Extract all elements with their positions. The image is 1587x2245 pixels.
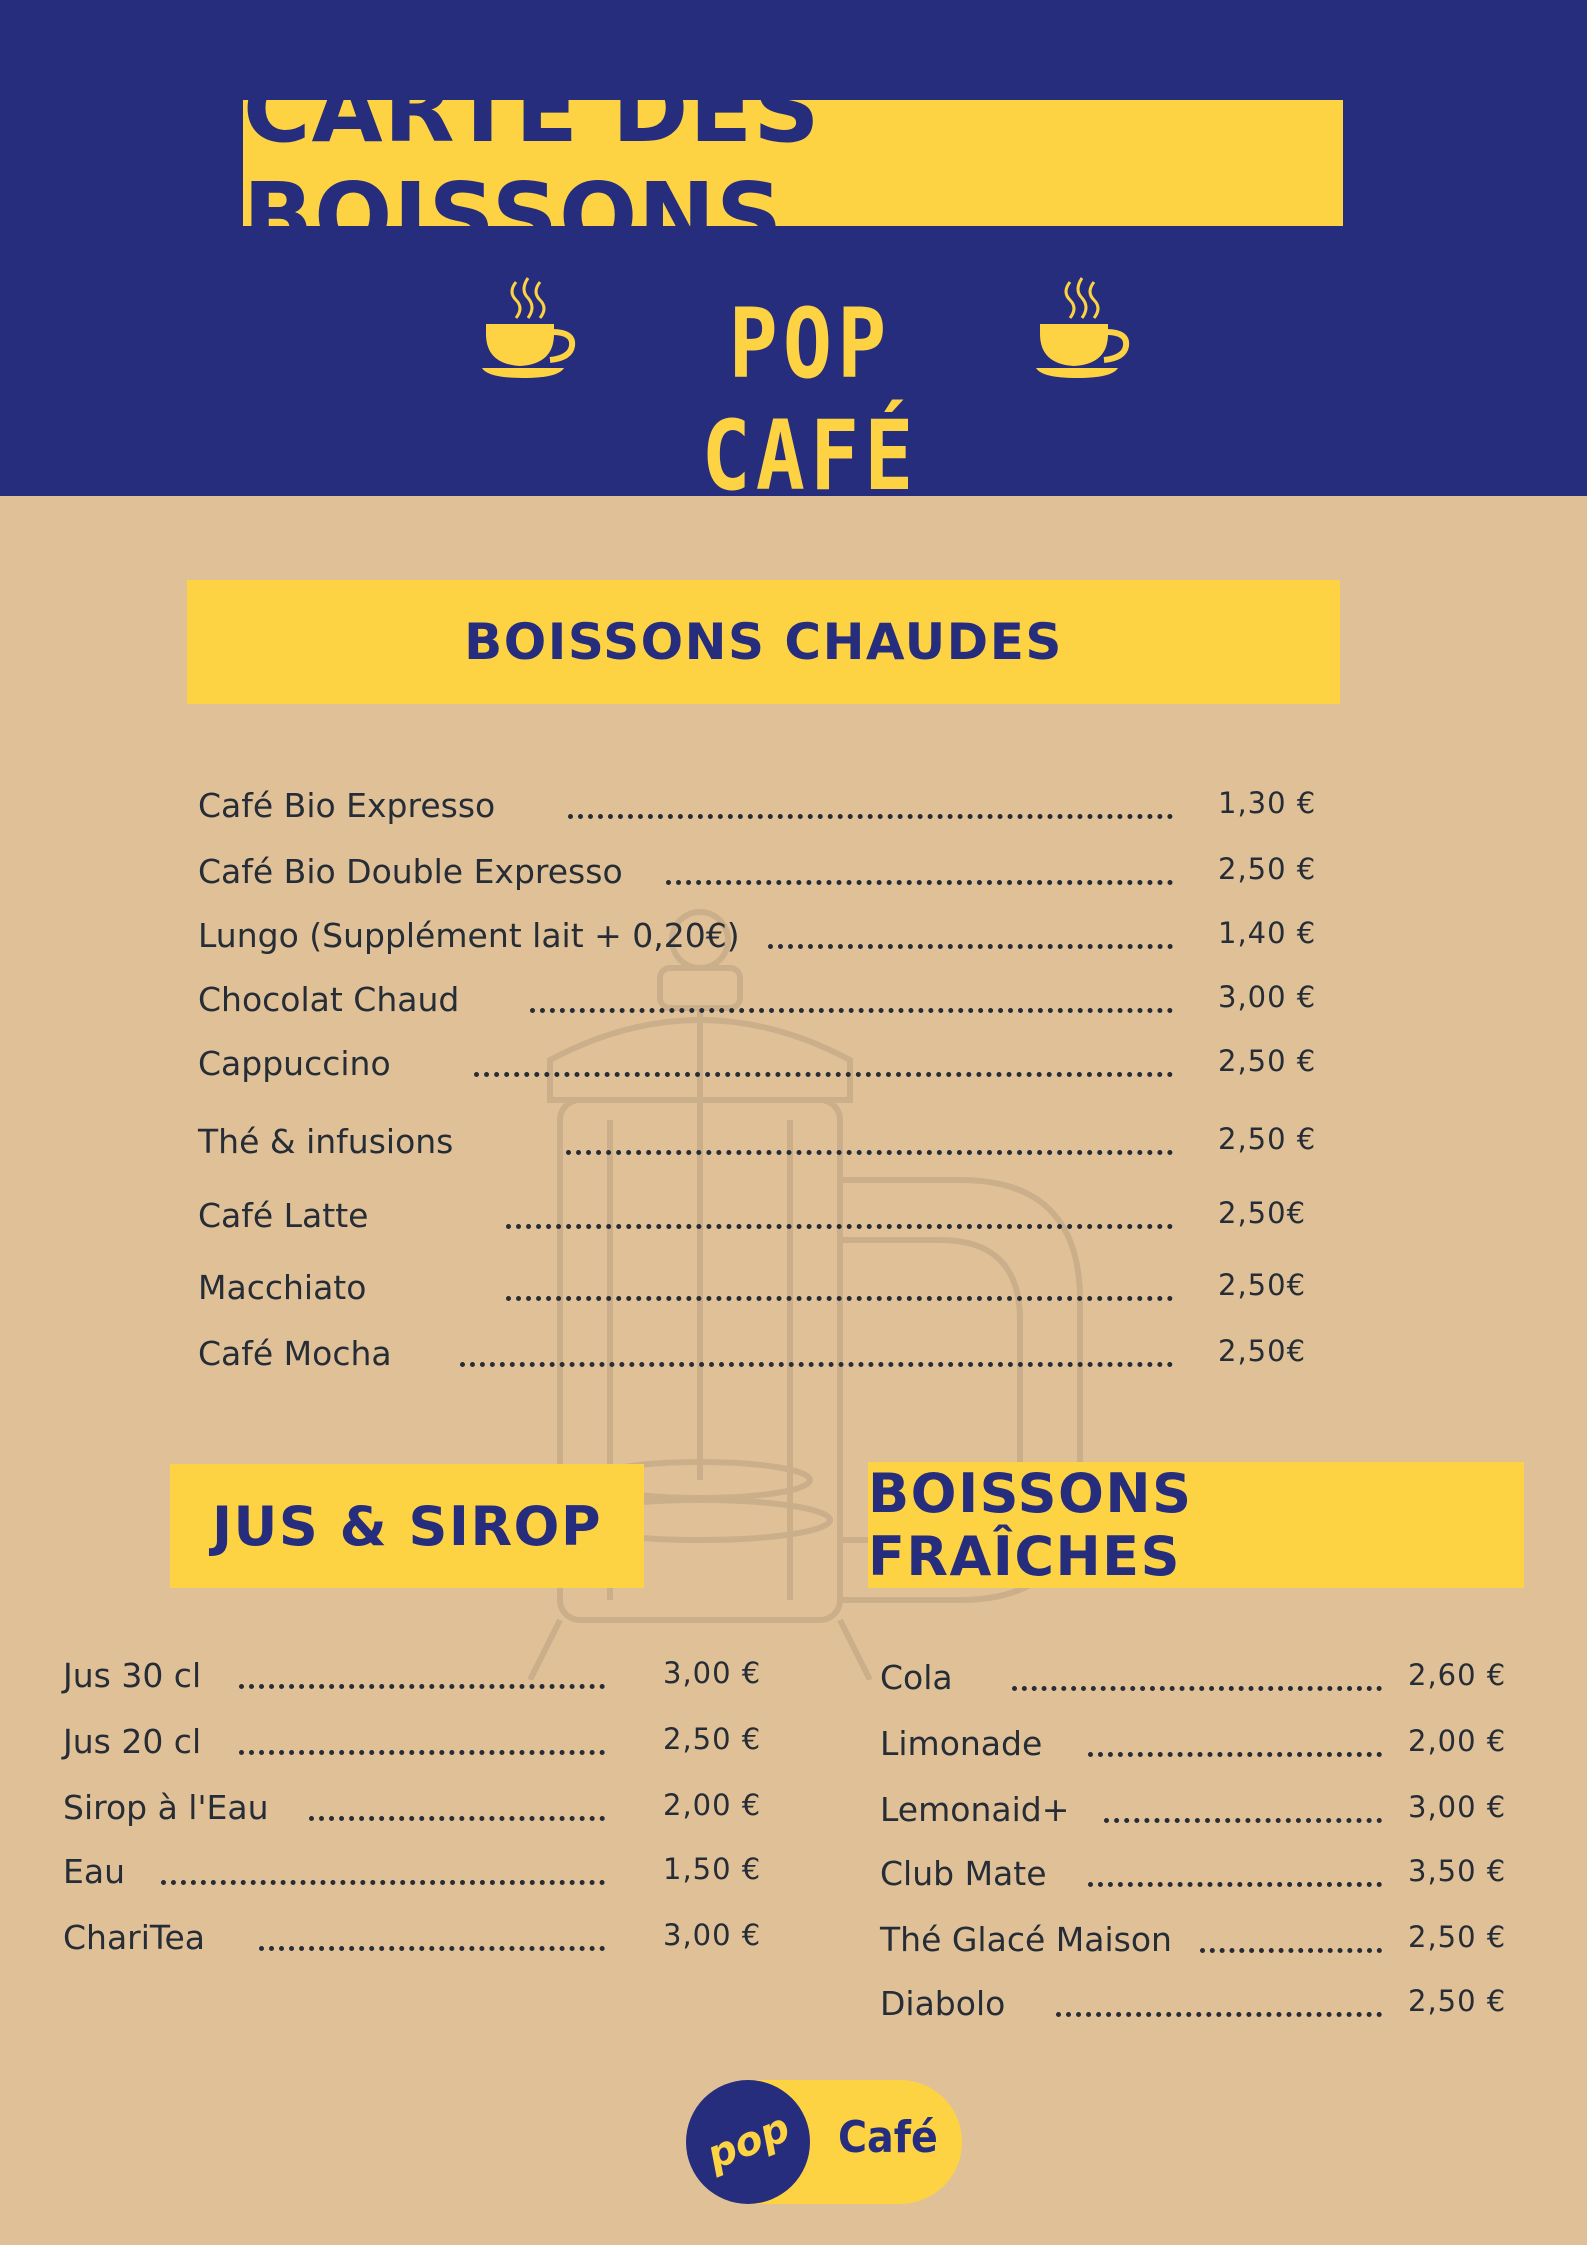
coffee-cup-icon	[1036, 276, 1132, 382]
coffee-cup-icon	[482, 276, 578, 382]
dot-leader	[309, 1816, 605, 1821]
menu-item	[880, 1724, 1520, 1776]
menu-item	[198, 786, 1348, 838]
dot-leader	[1056, 2012, 1382, 2017]
item-name: Sirop à l'Eau	[63, 1788, 269, 1827]
item-name: Macchiato	[198, 1268, 367, 1307]
item-price: 2,60 €	[1408, 1658, 1507, 1692]
item-price: 3,50 €	[1408, 1854, 1507, 1888]
logo-pop-text: pop	[700, 2104, 796, 2180]
dot-leader	[666, 880, 1173, 885]
item-name: Chocolat Chaud	[198, 980, 460, 1019]
menu-item	[198, 1196, 1348, 1248]
item-price: 2,50€	[1218, 1196, 1307, 1230]
item-price: 2,50€	[1218, 1268, 1307, 1302]
item-name: Thé Glacé Maison	[880, 1920, 1172, 1959]
item-price: 3,00 €	[663, 1656, 762, 1690]
item-price: 2,00 €	[663, 1788, 762, 1822]
item-price: 2,50 €	[1408, 1920, 1507, 1954]
menu-item	[198, 980, 1348, 1032]
dot-leader	[568, 814, 1173, 819]
menu-item	[880, 1920, 1520, 1972]
dot-leader	[1012, 1686, 1382, 1691]
section-title: JUS & SIROP	[211, 1494, 603, 1558]
menu-item	[198, 852, 1348, 904]
item-price: 3,00 €	[663, 1918, 762, 1952]
dot-leader	[530, 1008, 1173, 1013]
item-price: 2,50 €	[1218, 852, 1317, 886]
menu-item	[880, 1854, 1520, 1906]
menu-item	[198, 1122, 1348, 1174]
item-name: Café Bio Double Expresso	[198, 852, 623, 891]
menu-item	[198, 1268, 1348, 1320]
menu-item	[63, 1722, 783, 1774]
footer-logo-circle	[686, 2080, 810, 2204]
menu-item	[198, 1334, 1348, 1386]
item-name: Limonade	[880, 1724, 1043, 1763]
section-header-hot-drinks	[187, 580, 1340, 704]
item-name: Jus 20 cl	[63, 1722, 202, 1761]
menu-item	[880, 1658, 1520, 1710]
menu-item	[198, 1044, 1348, 1096]
item-price: 3,00 €	[1218, 980, 1317, 1014]
menu-item	[63, 1788, 783, 1840]
item-name: Lemonaid+	[880, 1790, 1070, 1829]
dot-leader	[460, 1362, 1173, 1367]
dot-leader	[1088, 1752, 1382, 1757]
brand-name: POP CAFÉ	[701, 288, 919, 512]
item-name: Cola	[880, 1658, 953, 1697]
item-name: Café Mocha	[198, 1334, 392, 1373]
menu-item	[63, 1918, 783, 1970]
item-price: 2,50 €	[1218, 1044, 1317, 1078]
menu-item	[880, 1790, 1520, 1842]
menu-item	[198, 916, 1348, 968]
menu-item	[63, 1656, 783, 1708]
dot-leader	[768, 944, 1173, 949]
section-header-juice-syrup	[170, 1464, 644, 1588]
dot-leader	[239, 1750, 605, 1755]
brand-row	[0, 276, 1587, 512]
item-price: 2,50 €	[1408, 1984, 1507, 2018]
item-price: 1,40 €	[1218, 916, 1317, 950]
dot-leader	[506, 1296, 1173, 1301]
menu-item	[63, 1852, 783, 1904]
item-price: 2,50 €	[1218, 1122, 1317, 1156]
dot-leader	[239, 1684, 605, 1689]
item-name: Club Mate	[880, 1854, 1047, 1893]
item-price: 2,50€	[1218, 1334, 1307, 1368]
item-price: 2,50 €	[663, 1722, 762, 1756]
item-name: ChariTea	[63, 1918, 205, 1957]
item-name: Diabolo	[880, 1984, 1006, 2023]
dot-leader	[1200, 1948, 1382, 1953]
item-name: Thé & infusions	[198, 1122, 454, 1161]
dot-leader	[566, 1150, 1173, 1155]
item-name: Café Bio Expresso	[198, 786, 496, 825]
dot-leader	[1088, 1882, 1382, 1887]
item-name: Jus 30 cl	[63, 1656, 202, 1695]
section-header-cold-drinks	[868, 1462, 1524, 1588]
title-box	[243, 56, 1343, 270]
item-name: Lungo (Supplément lait + 0,20€)	[198, 916, 740, 955]
dot-leader	[1104, 1818, 1382, 1823]
item-name: Cappuccino	[198, 1044, 391, 1083]
section-title: BOISSONS CHAUDES	[464, 613, 1063, 671]
dot-leader	[161, 1880, 605, 1885]
dot-leader	[259, 1946, 605, 1951]
item-price: 1,50 €	[663, 1852, 762, 1886]
item-name: Café Latte	[198, 1196, 369, 1235]
menu-item	[880, 1984, 1520, 2036]
dot-leader	[506, 1224, 1173, 1229]
item-price: 3,00 €	[1408, 1790, 1507, 1824]
logo-cafe-text: Café	[838, 2112, 938, 2163]
section-title: BOISSONS FRAÎCHES	[868, 1462, 1193, 1588]
item-price: 2,00 €	[1408, 1724, 1507, 1758]
menu-title: CARTE DES BOISSONS	[243, 56, 821, 270]
header-banner	[0, 0, 1587, 512]
dot-leader	[474, 1072, 1173, 1077]
item-name: Eau	[63, 1852, 125, 1891]
item-price: 1,30 €	[1218, 786, 1317, 820]
